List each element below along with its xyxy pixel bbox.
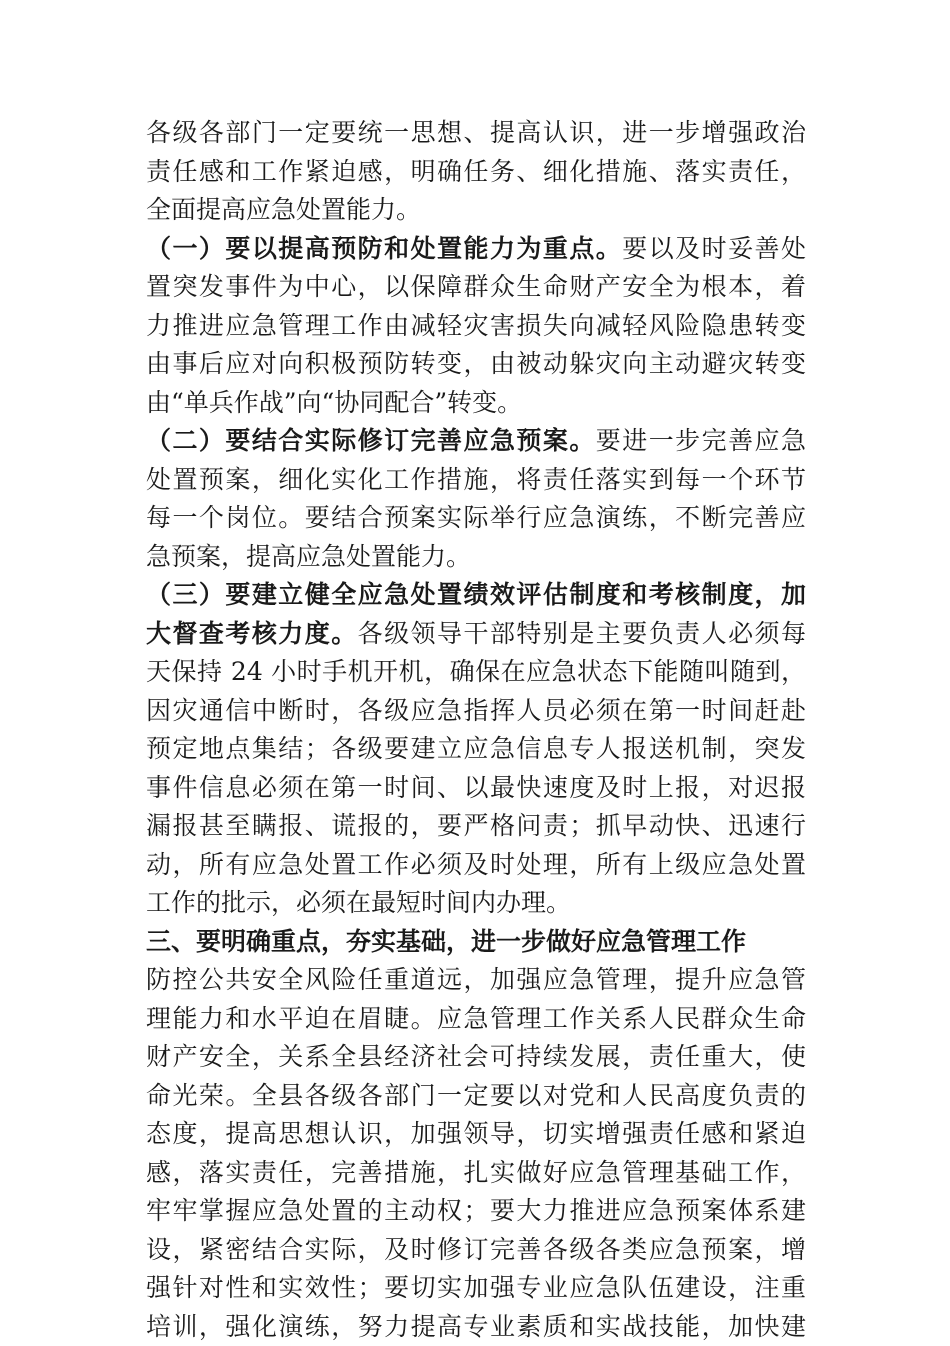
paragraph-lead-text: 要进一步完善应急 <box>596 426 806 455</box>
paragraph-line: 天保持 24 小时手机开机，确保在应急状态下能随叫随到， <box>146 653 806 692</box>
paragraph-line <box>146 230 806 269</box>
paragraph-lead-bold: 大督查考核力度。 <box>146 619 358 648</box>
paragraph-5 <box>146 961 806 1346</box>
paragraph-line: 全面提高应急处置能力。 <box>146 191 806 230</box>
paragraph-1 <box>146 114 806 230</box>
paragraph-line: 预定地点集结；各级要建立应急信息专人报送机制，突发 <box>146 730 806 769</box>
paragraph-lead-text: 各级领导干部特别是主要负责人必须每 <box>358 619 806 648</box>
paragraph-line: 由“单兵作战”向“协同配合”转变。 <box>146 384 806 423</box>
paragraph-line: 感，落实责任，完善措施，扎实做好应急管理基础工作， <box>146 1154 806 1193</box>
paragraph-line: 由事后应对向积极预防转变，由被动躲灾向主动避灾转变 <box>146 345 806 384</box>
paragraph-line: 培训，强化演练，努力提高专业素质和实战技能，加快建 <box>146 1308 806 1346</box>
paragraph-line: 每一个岗位。要结合预案实际举行应急演练，不断完善应 <box>146 499 806 538</box>
paragraph-line: 牢牢掌握应急处置的主动权；要大力推进应急预案体系建 <box>146 1192 806 1231</box>
paragraph-line: 因灾通信中断时，各级应急指挥人员必须在第一时间赶赴 <box>146 692 806 731</box>
paragraph-4 <box>146 576 806 923</box>
paragraph-line <box>146 422 806 461</box>
paragraph-line: 理能力和水平迫在眉睫。应急管理工作关系人民群众生命 <box>146 1000 806 1039</box>
paragraph-line <box>146 615 806 654</box>
paragraph-line: 漏报甚至瞒报、谎报的，要严格问责；抓早动快、迅速行 <box>146 807 806 846</box>
paragraph-lead-bold: （一）要以提高预防和处置能力为重点。 <box>146 234 622 263</box>
paragraph-line: 命光荣。全县各级各部门一定要以对党和人民高度负责的 <box>146 1077 806 1116</box>
paragraph-line: 各级各部门一定要统一思想、提高认识，进一步增强政治 <box>146 114 806 153</box>
paragraph-line: 态度，提高思想认识，加强领导，切实增强责任感和紧迫 <box>146 1115 806 1154</box>
paragraph-line: 设，紧密结合实际，及时修订完善各级各类应急预案，增 <box>146 1231 806 1270</box>
paragraph-line: 置突发事件为中心，以保障群众生命财产安全为根本，着 <box>146 268 806 307</box>
paragraph-line: 强针对性和实效性；要切实加强专业应急队伍建设，注重 <box>146 1269 806 1308</box>
paragraph-line: 防控公共安全风险任重道远，加强应急管理，提升应急管 <box>146 961 806 1000</box>
paragraph-line: 事件信息必须在第一时间、以最快速度及时上报，对迟报 <box>146 769 806 808</box>
paragraph-line: 责任感和工作紧迫感，明确任务、细化措施、落实责任， <box>146 153 806 192</box>
paragraph-line: 工作的批示，必须在最短时间内办理。 <box>146 884 806 923</box>
paragraph-lead-bold: （三）要建立健全应急处置绩效评估制度和考核制度，加 <box>146 576 806 615</box>
paragraph-lead-text: 要以及时妥善处 <box>622 234 806 263</box>
paragraph-2 <box>146 230 806 423</box>
paragraph-line: 财产安全，关系全县经济社会可持续发展，责任重大，使 <box>146 1038 806 1077</box>
paragraph-lead-bold: （二）要结合实际修订完善应急预案。 <box>146 426 596 455</box>
section-heading: 三、要明确重点，夯实基础，进一步做好应急管理工作 <box>146 923 806 962</box>
document-page <box>146 114 806 1346</box>
paragraph-line: 动，所有应急处置工作必须及时处理，所有上级应急处置 <box>146 846 806 885</box>
paragraph-3 <box>146 422 806 576</box>
paragraph-line: 急预案，提高应急处置能力。 <box>146 538 806 577</box>
paragraph-line: 力推进应急管理工作由减轻灾害损失向减轻风险隐患转变 <box>146 307 806 346</box>
paragraph-line: 处置预案，细化实化工作措施，将责任落实到每一个环节 <box>146 461 806 500</box>
